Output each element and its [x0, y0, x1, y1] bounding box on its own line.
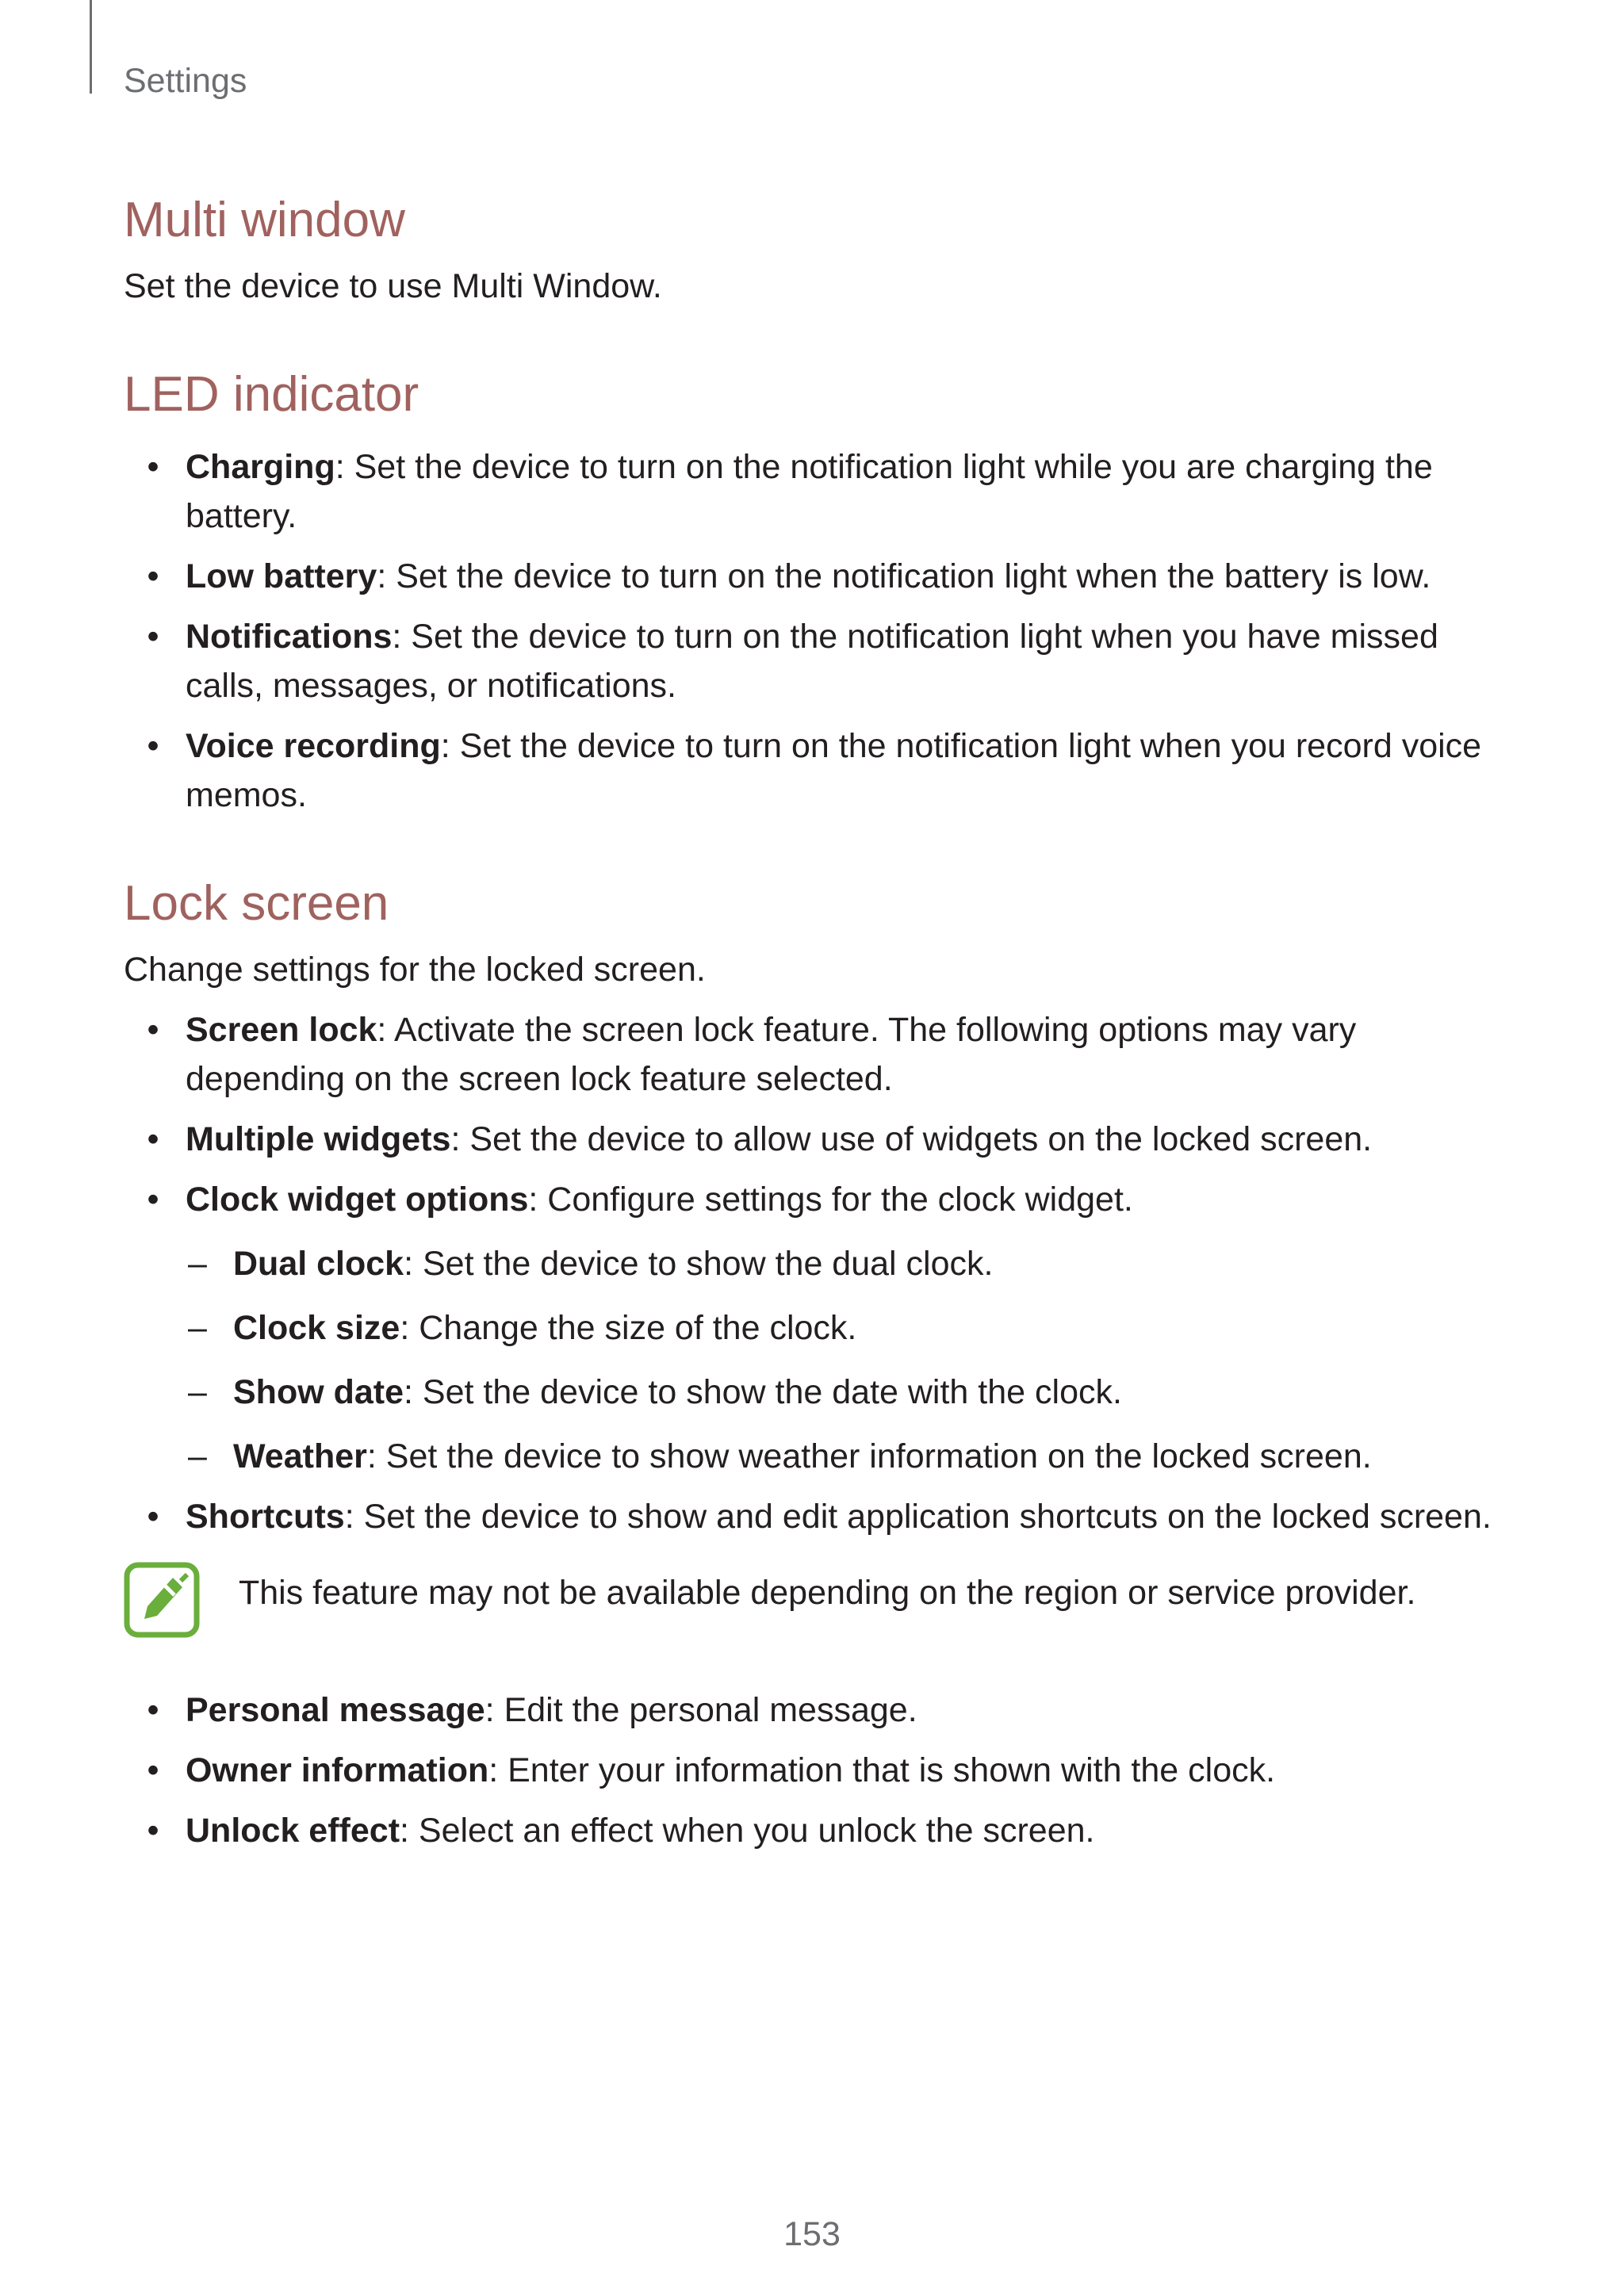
bullet: • [147, 1181, 159, 1219]
item-text: : Configure settings for the clock widget. [528, 1181, 1133, 1219]
bullet: • [147, 1011, 159, 1049]
lock-list [124, 1005, 1503, 1224]
list-item [124, 612, 1503, 710]
section-title-multi-window: Multi window [124, 193, 405, 247]
list-item [124, 1806, 1503, 1855]
item-term: Multiple widgets [186, 1120, 451, 1158]
section-title-lock-screen: Lock screen [124, 876, 389, 931]
bullet: • [147, 1120, 159, 1158]
sub-list-item [124, 1368, 1503, 1417]
item-term: Shortcuts [186, 1498, 345, 1536]
list-item [124, 442, 1503, 541]
bullet: • [147, 1691, 159, 1729]
item-text: : Set the device to show the date with the clock. [404, 1373, 1122, 1411]
lock-screen-description: Change settings for the locked screen. [124, 951, 706, 989]
note-block [124, 1562, 1503, 1641]
page-number: 153 [783, 2215, 841, 2253]
item-term: Clock size [233, 1309, 400, 1347]
sub-list-item [124, 1432, 1503, 1481]
section-title-led-indicator: LED indicator [124, 367, 419, 422]
item-term: Notifications [186, 618, 393, 656]
item-term: Dual clock [233, 1245, 404, 1283]
bullet: • [147, 1751, 159, 1789]
section-lock-screen [124, 867, 1503, 1855]
list-item [124, 721, 1503, 820]
item-text: : Set the device to show and edit application shortcuts on the locked screen. [344, 1498, 1492, 1536]
list-item [124, 1492, 1503, 1541]
list-item [124, 1175, 1503, 1224]
item-text: : Set the device to turn on the notification light when the battery is low. [377, 557, 1431, 595]
item-text: : Set the device to turn on the notification light while you are charging the battery. [186, 448, 1433, 535]
item-text: : Set the device to turn on the notification light when you have missed calls, messages, or notifications. [186, 618, 1438, 705]
bullet: • [147, 1812, 159, 1850]
item-text: : Enter your information that is shown with the clock. [488, 1751, 1276, 1789]
dash: – [188, 1245, 207, 1283]
bullet: • [147, 448, 159, 486]
item-term: Voice recording [186, 727, 441, 765]
multi-window-description: Set the device to use Multi Window. [124, 267, 662, 305]
item-text: : Edit the personal message. [485, 1691, 917, 1729]
item-text: : Set the device to show weather information on the locked screen. [366, 1437, 1372, 1475]
sub-list-item [124, 1303, 1503, 1353]
sub-list-item [124, 1239, 1503, 1288]
item-text: : Activate the screen lock feature. The following options may vary depending on the screen lock feature selected. [186, 1011, 1357, 1098]
item-term: Clock widget options [186, 1181, 529, 1219]
item-text: : Set the device to show the dual clock. [404, 1245, 994, 1283]
item-term: Weather [233, 1437, 367, 1475]
item-term: Show date [233, 1373, 404, 1411]
bullet: • [147, 727, 159, 765]
item-term: Low battery [186, 557, 377, 595]
item-term: Owner information [186, 1751, 489, 1789]
note-pencil-icon [124, 1562, 200, 1638]
bullet: • [147, 557, 159, 595]
item-term: Personal message [186, 1691, 485, 1729]
item-text: : Change the size of the clock. [400, 1309, 857, 1347]
section-led-indicator [124, 358, 1503, 820]
led-list [124, 442, 1503, 820]
item-term: Charging [186, 448, 335, 486]
item-text: : Set the device to turn on the notification light when you record voice memos. [186, 727, 1482, 814]
item-term: Screen lock [186, 1011, 377, 1049]
note-text: This feature may not be available depending on the region or service provider. [239, 1574, 1416, 1612]
dash: – [188, 1437, 207, 1475]
dash: – [188, 1309, 207, 1347]
list-item [124, 1746, 1503, 1795]
list-item [124, 1686, 1503, 1735]
running-header: Settings [124, 62, 247, 100]
section-multi-window [124, 184, 1503, 311]
bullet: • [147, 1498, 159, 1536]
item-text: : Select an effect when you unlock the screen. [400, 1812, 1095, 1850]
page-content [124, 184, 1503, 1903]
more-lock-list [124, 1686, 1503, 1855]
header-rule [90, 0, 92, 94]
list-item [124, 552, 1503, 601]
item-text: : Set the device to allow use of widgets on the locked screen. [450, 1120, 1373, 1158]
list-item [124, 1115, 1503, 1164]
bullet: • [147, 618, 159, 656]
shortcuts-list [124, 1492, 1503, 1541]
list-item [124, 1005, 1503, 1104]
dash: – [188, 1373, 207, 1411]
item-term: Unlock effect [186, 1812, 400, 1850]
clock-widget-sublist [124, 1239, 1503, 1481]
